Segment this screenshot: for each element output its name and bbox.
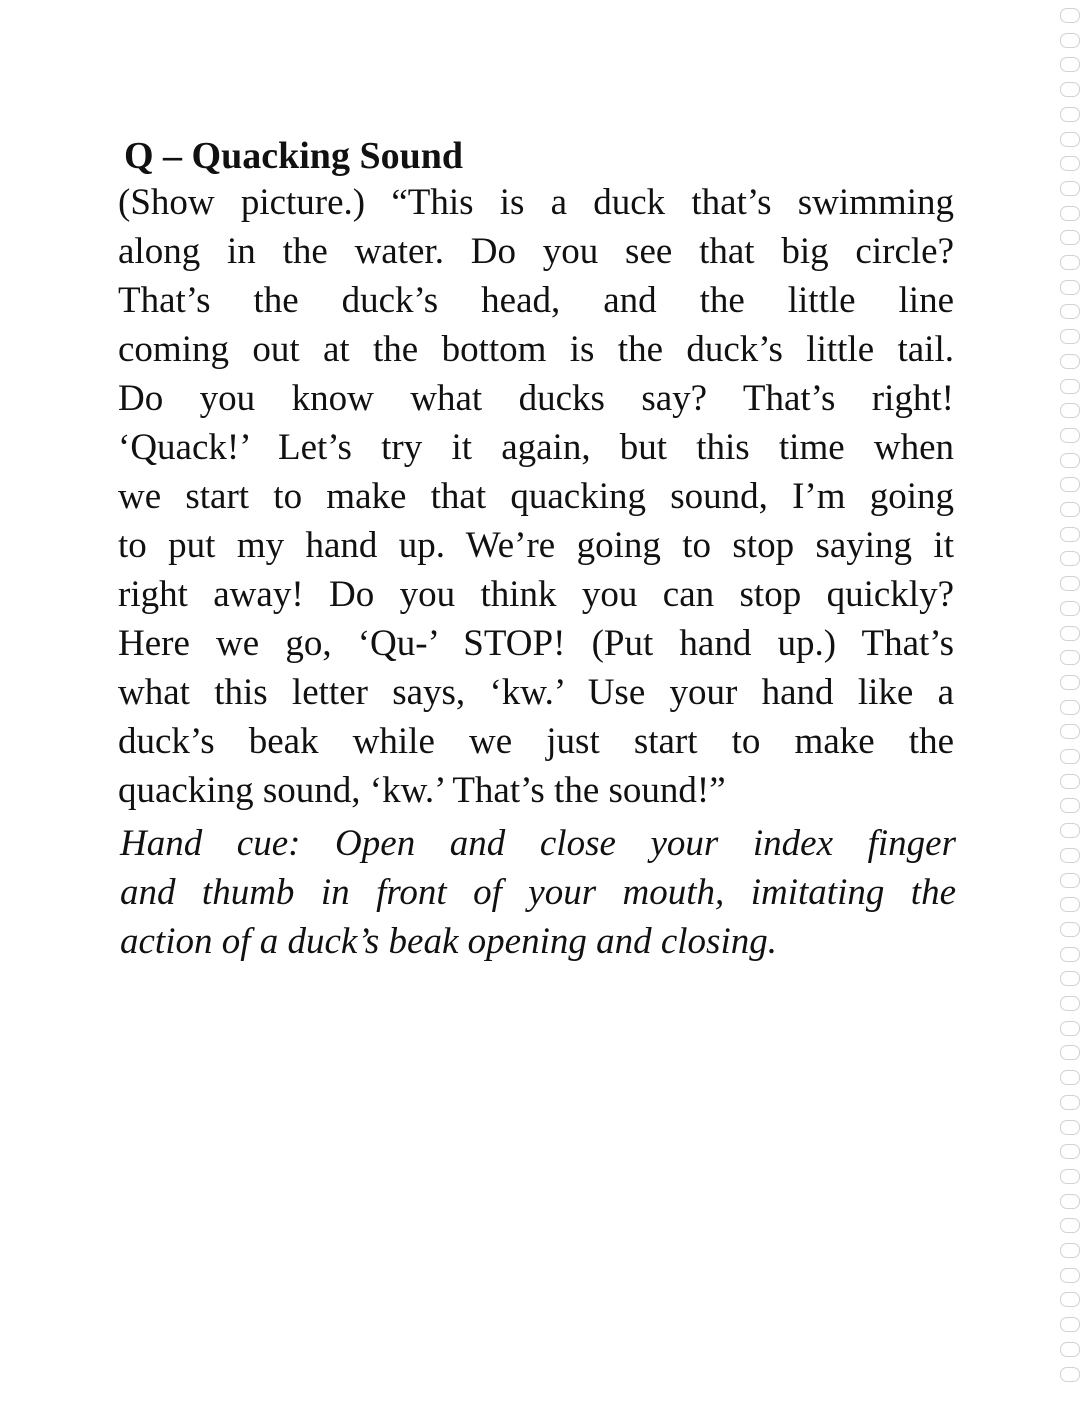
binding-hole [1060,897,1080,912]
binding-hole [1060,33,1080,48]
binding-hole [1060,551,1080,566]
binding-hole [1060,156,1080,171]
binding-hole [1060,1317,1080,1332]
binding-hole [1060,230,1080,245]
binding-hole [1060,1292,1080,1307]
paragraph-line: Here we go, ‘Qu-’ STOP! (Put hand up.) That’s [118,623,954,664]
binding-hole [1060,1021,1080,1036]
section-heading: Q – Quacking Sound [124,135,463,177]
binding-hole [1060,477,1080,492]
binding-hole [1060,304,1080,319]
binding-hole [1060,132,1080,147]
binding-hole [1060,1243,1080,1258]
binding-hole [1060,280,1080,295]
binding-hole [1060,527,1080,542]
paragraph-line: quacking sound, ‘kw.’ That’s the sound!” [118,770,726,811]
paragraph-line: ‘Quack!’ Let’s try it again, but this time when [118,427,954,468]
binding-hole [1060,823,1080,838]
binding-hole [1060,724,1080,739]
paragraph-line: along in the water. Do you see that big circle? [118,231,954,272]
binding-hole [1060,1095,1080,1110]
binding-hole [1060,1144,1080,1159]
binding-hole [1060,206,1080,221]
binding-hole [1060,354,1080,369]
binding-hole [1060,601,1080,616]
binding-hole [1060,329,1080,344]
instruction-paragraph [118,178,954,815]
binding-hole [1060,1367,1080,1382]
hand-cue-line: Hand cue: Open and close your index finger [120,823,956,864]
binding-hole [1060,379,1080,394]
paragraph-line: duck’s beak while we just start to make the [118,721,954,762]
binding-hole [1060,181,1080,196]
paragraph-line: Do you know what ducks say? That’s right! [118,378,954,419]
binding-hole [1060,1070,1080,1085]
binding-hole [1060,107,1080,122]
paragraph-line: That’s the duck’s head, and the little line [118,280,954,321]
binding-hole [1060,650,1080,665]
binding-hole [1060,1169,1080,1184]
hand-cue-paragraph [120,819,956,966]
paragraph-line: right away! Do you think you can stop quickly? [118,574,954,615]
binding-hole [1060,700,1080,715]
binding-hole [1060,1342,1080,1357]
binding-hole [1060,971,1080,986]
binding-hole [1060,1194,1080,1209]
hand-cue-line: action of a duck’s beak opening and closing. [120,921,777,962]
binding-hole [1060,82,1080,97]
binding-hole [1060,947,1080,962]
binding-hole [1060,626,1080,641]
paragraph-line: what this letter says, ‘kw.’ Use your hand like a [118,672,954,713]
binding-hole [1060,403,1080,418]
spiral-binding [1054,8,1084,1404]
binding-hole [1060,8,1080,23]
binding-hole [1060,675,1080,690]
binding-hole [1060,255,1080,270]
binding-hole [1060,996,1080,1011]
binding-hole [1060,1218,1080,1233]
paragraph-line: (Show picture.) “This is a duck that’s swimming [118,182,954,223]
binding-hole [1060,57,1080,72]
binding-hole [1060,453,1080,468]
paragraph-line: to put my hand up. We’re going to stop saying it [118,525,954,566]
binding-hole [1060,428,1080,443]
binding-hole [1060,1045,1080,1060]
binding-hole [1060,1120,1080,1135]
binding-hole [1060,873,1080,888]
binding-hole [1060,922,1080,937]
binding-hole [1060,576,1080,591]
binding-hole [1060,749,1080,764]
binding-hole [1060,848,1080,863]
paragraph-line: coming out at the bottom is the duck’s little tail. [118,329,954,370]
binding-hole [1060,798,1080,813]
binding-hole [1060,774,1080,789]
binding-hole [1060,502,1080,517]
paragraph-line: we start to make that quacking sound, I’m going [118,476,954,517]
binding-hole [1060,1268,1080,1283]
hand-cue-line: and thumb in front of your mouth, imitating the [120,872,956,913]
